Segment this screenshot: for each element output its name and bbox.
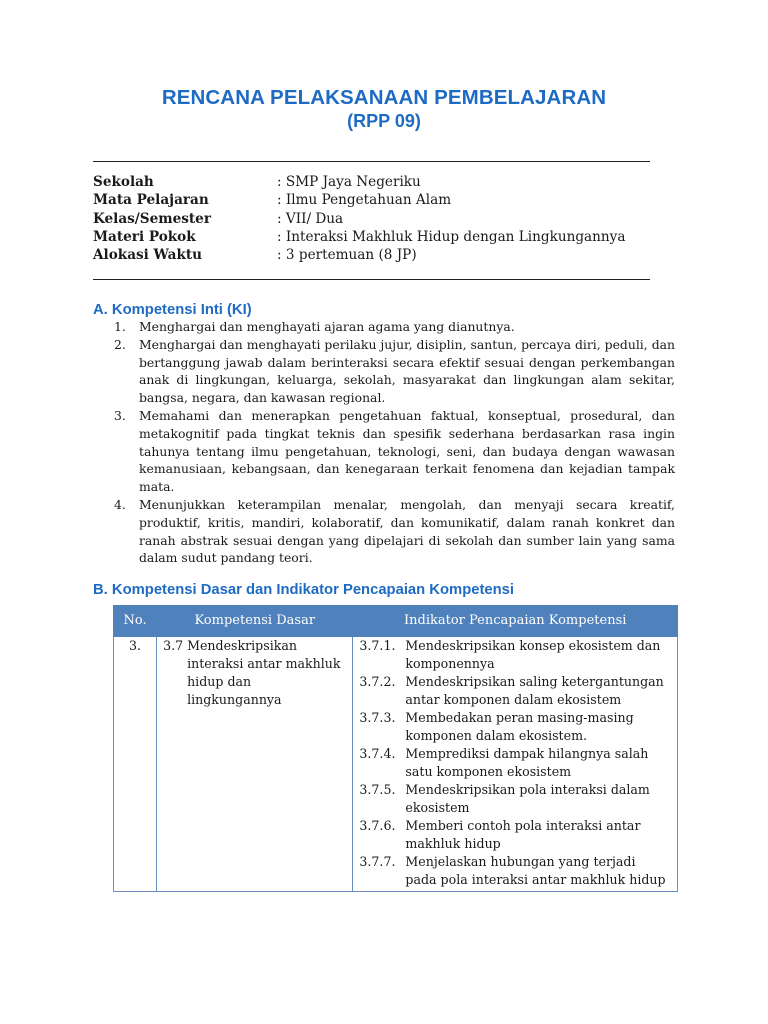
indicator-code: 3.7.2. xyxy=(359,674,396,689)
info-value: : VII/ Dua xyxy=(277,211,344,227)
indicator-text: Mendeskripsikan saling ketergantungan antar komponen dalam ekosistem xyxy=(405,674,664,707)
section-a-heading: A. Kompetensi Inti (KI) xyxy=(93,302,252,318)
info-label: Materi Pokok xyxy=(93,229,196,245)
info-label: Sekolah xyxy=(93,174,154,190)
indicator-code: 3.7.3. xyxy=(359,710,396,725)
indicator-list xyxy=(353,637,677,891)
competency-table xyxy=(113,605,678,892)
cell-no: 3. xyxy=(114,637,157,892)
info-value: : 3 pertemuan (8 JP) xyxy=(277,247,417,263)
document-subtitle: (RPP 09) xyxy=(347,111,421,131)
list-item-text: Memahami dan menerapkan pengetahuan faktual, konseptual, prosedural, dan metakognitif pada tingkat teknis dan spesifik sederhana berdasarkan rasa ingin tahunya tentang ilmu pengetahuan, teknologi, seni, dan budaya dengan wawasan kemanusiaan, kebangsaan, dan kenegaraan terkait fenomena dan kejadian tampak mata. xyxy=(139,407,675,495)
info-label: Mata Pelajaran xyxy=(93,192,209,208)
info-label: Alokasi Waktu xyxy=(93,247,203,263)
list-item-number: 1. xyxy=(114,319,126,334)
info-value: : Ilmu Pengetahuan Alam xyxy=(277,192,452,208)
competency-code: 3.7 xyxy=(163,638,184,653)
list-item-text: Menghargai dan menghayati perilaku jujur, disiplin, santun, percaya diri, peduli, dan bertanggung jawab dalam berinteraksi secara efektif sesuai dengan perkembangan anak di lingkungan, keluarga, sekolah, masyarakat dan lingkungan alam sekitar, bangsa, negara, dan kawasan regional. xyxy=(139,336,675,406)
indicator-code: 3.7.1. xyxy=(359,638,396,653)
section-b-heading: B. Kompetensi Dasar dan Indikator Pencapaian Kompetensi xyxy=(93,582,514,598)
list-item xyxy=(114,318,675,336)
indicator-text: Membedakan peran masing-masing komponen dalam ekosistem. xyxy=(405,710,634,743)
competency-text: Mendeskripsikan interaksi antar makhluk hidup dan lingkungannya xyxy=(187,638,341,707)
column-header-basic-competency: Kompetensi Dasar xyxy=(157,606,353,637)
info-label: Kelas/Semester xyxy=(93,211,211,227)
list-item xyxy=(353,781,677,817)
table-row xyxy=(114,637,678,892)
cell-indicators xyxy=(353,637,678,892)
indicator-code: 3.7.6. xyxy=(359,818,396,833)
cell-basic-competency xyxy=(157,637,353,892)
indicator-code: 3.7.5. xyxy=(359,782,396,797)
list-item xyxy=(114,407,675,496)
list-item xyxy=(353,853,677,889)
list-item-number: 3. xyxy=(114,407,126,423)
indicator-text: Memberi contoh pola interaksi antar makhluk hidup xyxy=(405,818,641,851)
list-item xyxy=(114,336,675,407)
list-item xyxy=(353,817,677,853)
list-item-text: Menunjukkan keterampilan menalar, mengolah, dan menyaji secara kreatif, produktif, kritis, mandiri, kolaboratif, dan komunikatif, dalam ranah konkret dan ranah abstrak sesuai dengan yang dipelajari di sekolah dan sumber lain yang sama dalam sudut pandang teori. xyxy=(139,496,675,566)
bottom-divider xyxy=(93,279,650,280)
indicator-text: Mendeskripsikan konsep ekosistem dan komponennya xyxy=(405,638,661,671)
indicator-text: Mendeskripsikan pola interaksi dalam ekosistem xyxy=(405,782,650,815)
list-item xyxy=(114,496,675,567)
list-item-number: 4. xyxy=(114,496,126,512)
list-item xyxy=(353,637,677,673)
indicator-text: Memprediksi dampak hilangnya salah satu komponen ekosistem xyxy=(405,746,649,779)
info-value: : Interaksi Makhluk Hidup dengan Lingkungannya xyxy=(277,229,626,245)
list-item-number: 2. xyxy=(114,336,126,352)
indicator-code: 3.7.4. xyxy=(359,746,396,761)
table-header-row xyxy=(114,606,678,637)
info-value: : SMP Jaya Negeriku xyxy=(277,174,421,190)
list-item xyxy=(353,745,677,781)
top-divider xyxy=(93,161,650,162)
list-item xyxy=(353,673,677,709)
column-header-indicators: Indikator Pencapaian Kompetensi xyxy=(353,606,678,637)
list-item xyxy=(353,709,677,745)
indicator-code: 3.7.7. xyxy=(359,854,396,869)
document-title: RENCANA PELAKSANAAN PEMBELAJARAN xyxy=(161,86,607,109)
indicator-text: Menjelaskan hubungan yang terjadi pada pola interaksi antar makhluk hidup xyxy=(405,854,666,887)
column-header-no: No. xyxy=(114,606,157,637)
list-item-text: Menghargai dan menghayati ajaran agama yang dianutnya. xyxy=(139,319,515,334)
core-competency-list xyxy=(114,318,675,567)
